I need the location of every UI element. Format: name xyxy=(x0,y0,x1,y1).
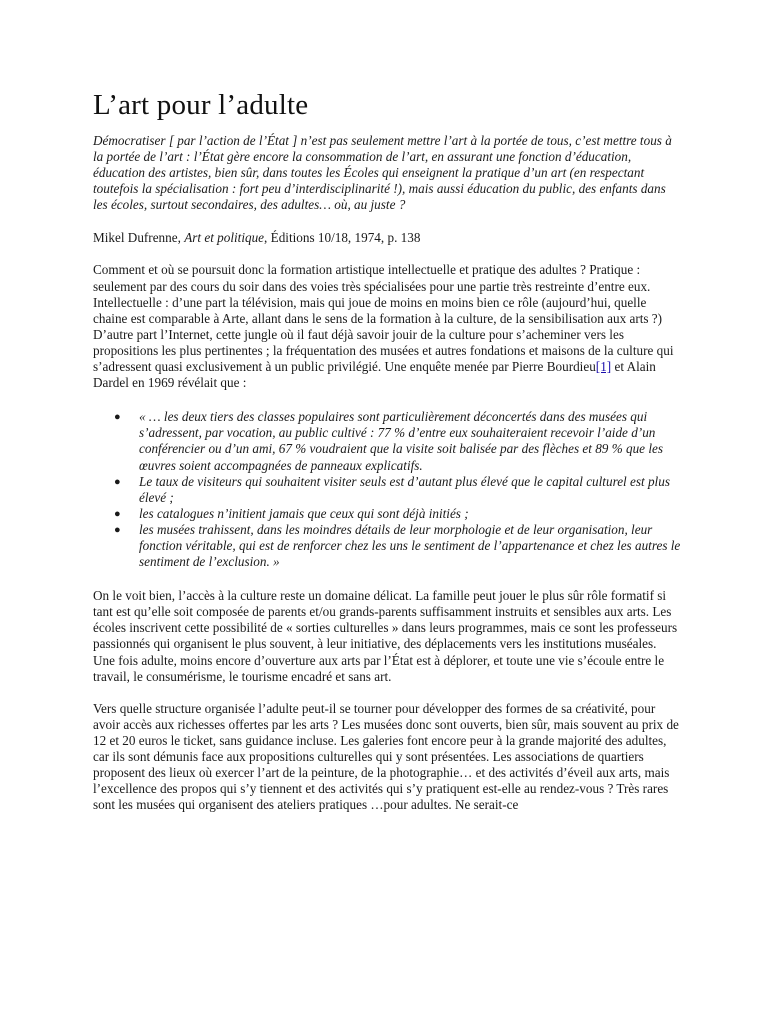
list-item-text: Le taux de visiteurs qui souhaitent visiter seuls est d’autant plus élevé que le capital culturel est plus élevé ; xyxy=(139,473,670,505)
list-item xyxy=(114,521,681,570)
paragraph-2: On le voit bien, l’accès à la culture reste un domaine délicat. La famille peut jouer le plus sûr rôle formatif si tant est qu’elle soit composée de parents et/ou grands-parents suffisamment instruits et sensibles aux arts. Les écoles inscrivent cette possibilité de « sorties culturelles » dans leurs programmes, mais ce sont les professeurs passionnés qui organisent le plus souvent, à leur initiative, des déplacements vers les institutions muséales. Une fois adulte, moins encore d’ouverture aux arts par l’État est à déplorer, et toute une vie s’écoule entre le travail, le consumérisme, le tourisme encadré et sans art. xyxy=(93,588,678,684)
list-item-text: les musées trahissent, dans les moindres détails de leur morphologie et de leur organisation, leur fonction véritable, qui est de renforcer chez les uns le sentiment de l’appartenance et chez les autres le sentiment de l’exclusion. » xyxy=(139,521,681,570)
paragraph-3: Vers quelle structure organisée l’adulte peut-il se tourner pour développer des formes de sa créativité, pour avoir accès aux richesses offertes par les arts ? Les musées donc sont ouverts, bien sûr, mais souvent au prix de 12 et 20 euros le ticket, sans guidance incluse. Les galeries font encore peur à la grande majorité des adultes, car ils sont démunis face aux propositions culturelles qui y sont présentées. Les associations de quartiers proposent des lieux où exercer l’art de la peinture, de la photographie… et des activités d’éveil aux arts, mais l’excellence des propos qui s’y tiennent et des activités qui s’y pratiquent est-elle au rendez-vous ? Très rares sont les musées qui organisent des ateliers pratiques …pour adultes. Ne serait-ce xyxy=(93,700,679,813)
bullet-icon: ● xyxy=(114,507,121,520)
list-item-text: « … les deux tiers des classes populaires sont particulièrement déconcertés dans des musées qui s’adressent, par vocation, au public cultivé : 77 % d’entre eux souhaiteraient recevoir l’aide d’un conférencier ou d’un ami, 67 % voudraient que la visite soit balisée par des flèches et 89 % que les œuvres soient accompagnées de panneaux explicatifs. xyxy=(139,409,663,473)
paragraph-1-text-after: et Alain Dardel en 1969 révélait que : xyxy=(93,359,656,391)
paragraph-1-text: Comment et où se poursuit donc la formation artistique intellectuelle et pratique des adultes ? Pratique : seulement par des cours du soir dans des voies très spécialisées pour une partie très restreinte d’entre eux. Intellectuelle : d’une part la télévision, mais qui joue de moins en moins bien ce rôle (aujourd’hui, quelle chaine est comparable à Arte, allant dans le sens de la formation à la culture, de la sensibilisation aux arts ?) D’autre part l’Internet, cette jungle où il faut déjà savoir jouir de la culture pour s’acheminer vers les propositions les plus pertinentes ; la fréquentation des musées et autres fondations et maisons de la culture qui s’adressent quasi exclusivement à un public privilégié. Une enquête menée par Pierre Bourdieu xyxy=(93,262,674,375)
citation-work-title: Art et politique xyxy=(184,230,265,246)
list-item xyxy=(114,505,681,522)
bullet-icon: ● xyxy=(114,523,121,536)
bullet-icon: ● xyxy=(114,475,121,488)
epigraph-citation xyxy=(93,230,681,246)
page-title: L’art pour l’adulte xyxy=(93,89,309,121)
footnote-link-1[interactable]: [1] xyxy=(595,359,612,375)
survey-quote-list xyxy=(93,409,681,570)
epigraph-quote: Démocratiser [ par l’action de l’État ] n’est pas seulement mettre l’art à la portée de tous, c’est mettre tous à la portée de l’art : l’État gère encore la consommation de l’art, en assurant une fonction d’éducation, éducation des artistes, bien sûr, dans toutes les Écoles qui enseignent la pratique d’un art (en respectant toutefois la spécialisation : fort peu d’interdisciplinarité !), mais aussi éducation du public, des enfants dans les écoles, surtout secondaires, des adultes… où, au juste ? xyxy=(93,133,672,213)
document-page xyxy=(93,88,681,813)
citation-details: , Éditions 10/18, 1974, p. 138 xyxy=(264,230,421,246)
bullet-icon: ● xyxy=(114,411,121,424)
paragraph-1 xyxy=(93,262,681,391)
list-item xyxy=(114,409,681,473)
list-item xyxy=(114,473,681,506)
list-item-text: les catalogues n’initient jamais que ceux qui sont déjà initiés ; xyxy=(139,505,469,521)
citation-author: Mikel Dufrenne, xyxy=(93,230,185,246)
